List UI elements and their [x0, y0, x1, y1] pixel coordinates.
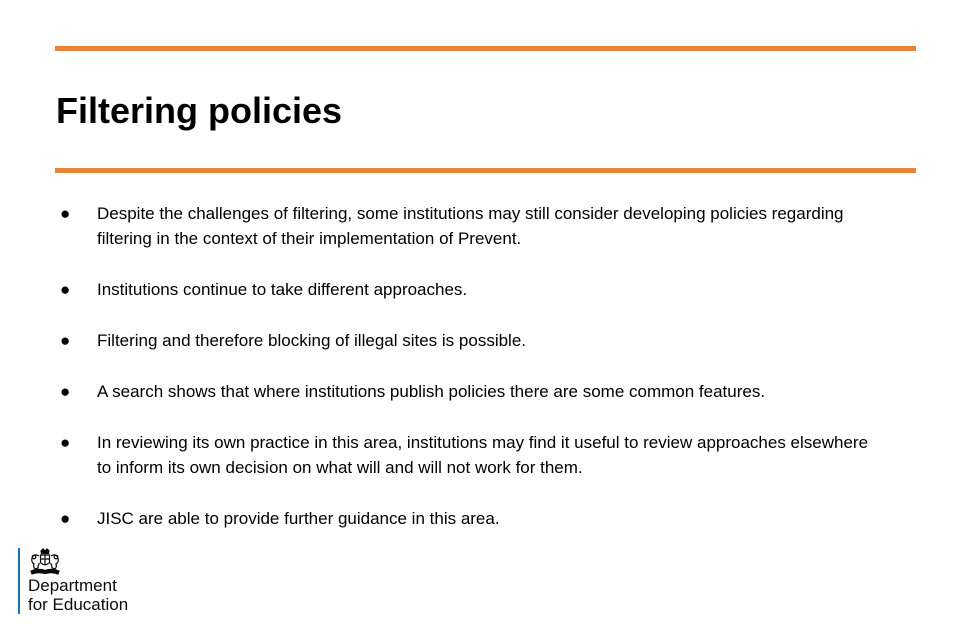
royal-crest-icon — [28, 548, 62, 576]
bullet-item — [56, 201, 876, 251]
title-underline-rule — [55, 168, 916, 173]
bullet-text: Institutions continue to take different approaches. — [97, 280, 468, 299]
bullet-dot: ● — [60, 204, 71, 223]
bullet-text: JISC are able to provide further guidance in this area. — [97, 509, 500, 528]
logo-line-2: for Education — [28, 595, 129, 614]
bullet-text: Despite the challenges of filtering, some institutions may still consider developing policies regarding filtering in the context of their implementation of Prevent. — [97, 204, 844, 248]
bullet-text: In reviewing its own practice in this area, institutions may find it useful to review approaches elsewhere to inform its own decision on what will and will not work for them. — [97, 433, 869, 477]
bullet-dot: ● — [60, 509, 71, 528]
bullet-item — [56, 506, 876, 531]
bullet-item — [56, 379, 876, 404]
bullet-text: Filtering and therefore blocking of illegal sites is possible. — [97, 331, 527, 350]
bullet-list — [56, 201, 876, 531]
slide-title: Filtering policies — [56, 90, 343, 131]
bullet-dot: ● — [60, 280, 71, 299]
department-logo — [18, 548, 128, 614]
bullet-dot: ● — [60, 331, 71, 350]
bullet-item — [56, 430, 876, 480]
bullet-text: A search shows that where institutions publish policies there are some common features. — [97, 382, 766, 401]
bullet-item — [56, 277, 876, 302]
bullet-item — [56, 328, 876, 353]
bullet-dot: ● — [60, 382, 71, 401]
bullet-dot: ● — [60, 433, 71, 452]
logo-line-1: Department — [28, 576, 117, 595]
top-accent-rule — [55, 46, 916, 51]
